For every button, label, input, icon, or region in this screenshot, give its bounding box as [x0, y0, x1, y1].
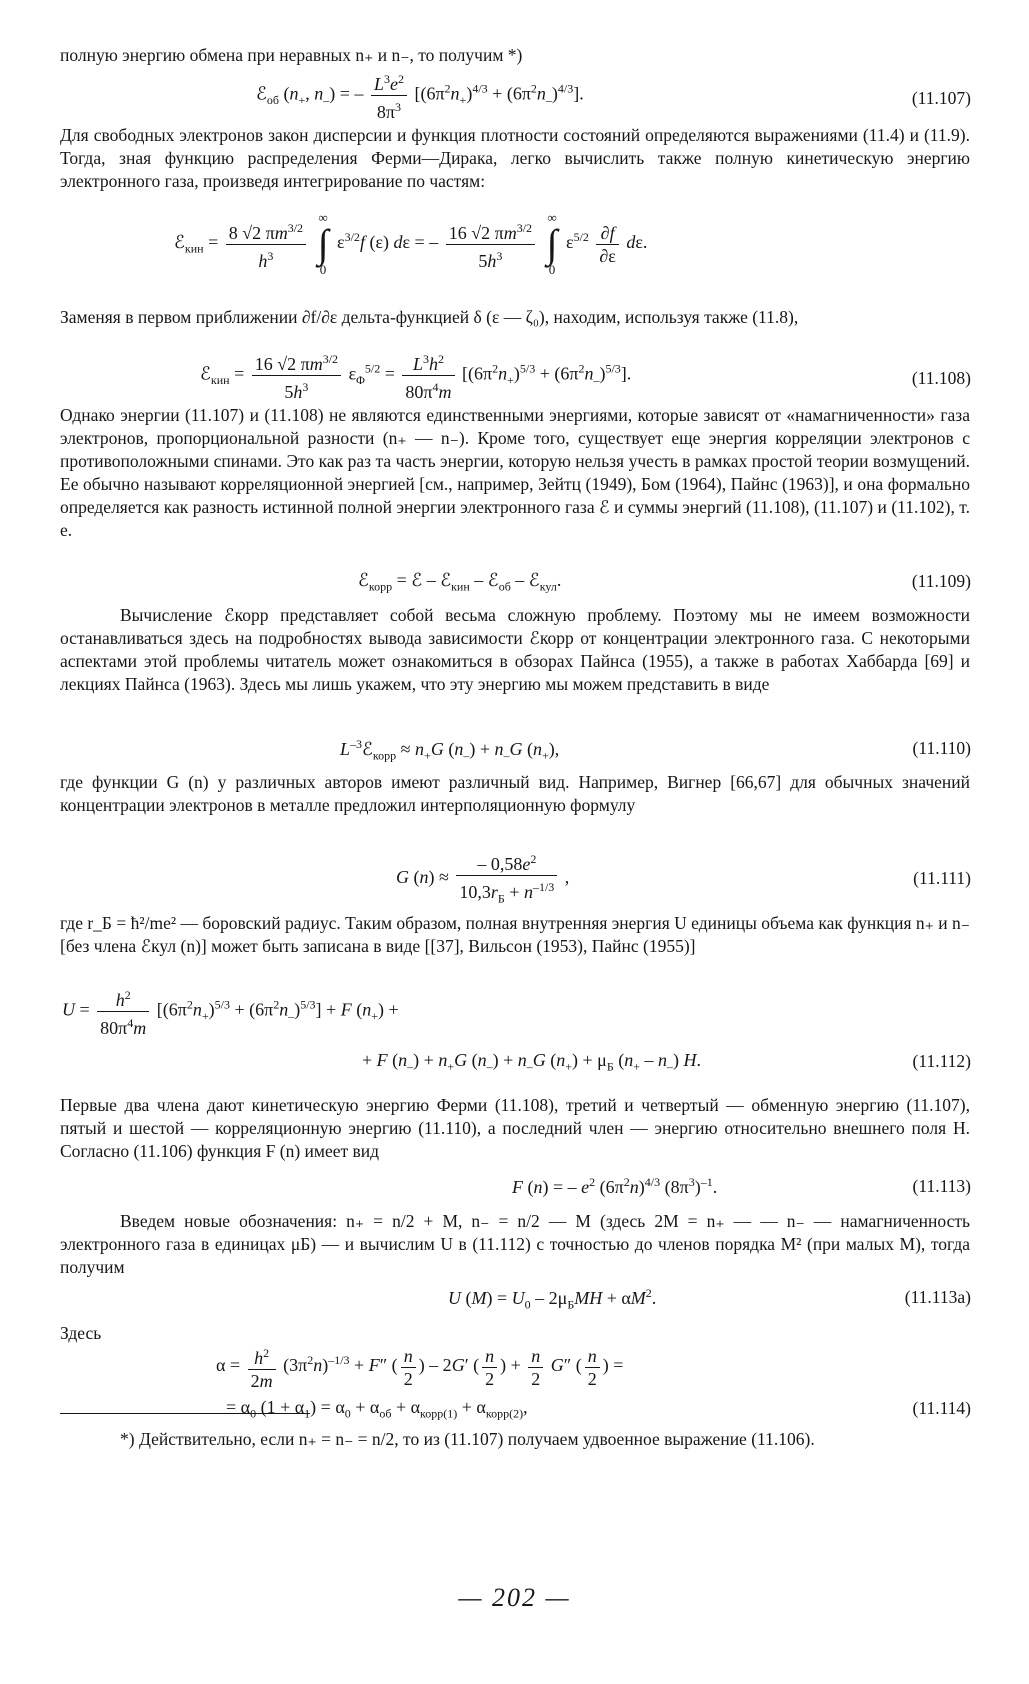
footnote: *) Действительно, если n₊ = n₋ = n/2, то из (11.107) получаем удвоенное выражение (11.106). — [120, 1429, 815, 1449]
equation-number: (11.113а) — [904, 1287, 971, 1307]
equation-correlation-approx: $L^{-3}ℰ_{корр} \approx n_+G$ $(n_-) + n_-G$ $(n_+)$, — [340, 737, 560, 763]
paragraph-bohr-radius: где r_Б = ħ²/me² — боровский радиус. Таким образом, полная внутренняя энергия U единицы объема как функция n₊ и n₋ [без члена ℰкул (n)] может быть записана в виде [[37], Вильсон (1953), Пайнс (1955)] — [60, 913, 970, 956]
equation-number: (11.114) — [912, 1398, 971, 1418]
equation-internal-energy-line1: U = $\frac{h^2}{80\pi^4m}$ $[(6\pi^2n_+)^{5/3} + (6\pi^2n_-)^{5/3}] + F$ $(n_+)$ + — [62, 984, 399, 1039]
equation-energy-magnetization: U $(M) = U_0 - 2\mu_БMH + \alpha M^2$. — [448, 1286, 657, 1312]
equation-number: (11.111) — [913, 868, 971, 888]
paragraph-terms: Первые два члена дают кинетическую энергию Ферми (11.108), третий и четвертый — обменную энергию (11.107), пятый и шестой — корреляционную энергию (11.110), а последний член — энергию относительно внешнего поля H. Согласно (11.106) функция F (n) имеет вид — [60, 1095, 970, 1161]
paragraph-intro: полную энергию обмена при неравных n₊ и n₋, то получим *) — [60, 45, 523, 65]
paragraph-delta-approx: Заменяя в первом приближении ∂f/∂ε дельта-функцией δ (ε — ζ₀), находим, используя также (11.8), — [60, 307, 799, 327]
paragraph-calculation: Вычисление ℰкорр представляет собой весьма сложную проблему. Поэтому мы не имеем возможности останавливаться здесь на подробностях вывода зависимости ℰкорр от концентрации электронного газа. С некоторыми аспектами этой проблемы читатель может ознакомиться в обзорах Пайнса (1955), а также в работах Хаббарда [69] и лекциях Пайнса (1963). Здесь мы лишь укажем, что эту энергию мы можем представить в виде — [60, 605, 970, 694]
equation-number: (11.107) — [911, 88, 971, 108]
paragraph-correlation: Однако энергии (11.107) и (11.108) не являются единственными энергиями, которые зависят от «намагниченности» газа электронов, пропорциональной разности (n₊ — n₋). Кроме того, существует еще энергия корреляции электронов с противоположными спинами. Это как раз та часть энергии, которую нельзя учесть в рамках простой теории возмущений. Ее обычно называют корреляционной энергией [см., например, Зейтц (1949), Бом (1964), Пайнс (1963)], и она формально определяется как разность истинной полной энергии электронного газа ℰ и суммы энергий (11.108), (11.107) и (11.102), т. е. — [60, 405, 970, 540]
equation-kinetic-integral: ℰ$_{кин}$ = $\frac{8 √2 \pi m^{3/2}}{h^3}$ ∞ ∫ 0 $\varepsilon^{3/2}f$ (ε) dε = – $\frac{16 √2 \pi m^{3/2}}{5h^3}$ ∞ ∫ 0 $\varepsilon^{5/2}$ $\frac{\partial f}{\partial\varepsilon}$ dε. — [174, 210, 648, 277]
paragraph-dispersion: Для свободных электронов закон дисперсии и функция плотности состояний определяются выражениями (11.4) и (11.9). Тогда, зная функцию распределения Ферми—Дирака, легко вычислить также полную кинетическую энергию электронного газа, произведя интегрирование по частям: — [60, 125, 970, 191]
equation-number: (11.110) — [912, 738, 971, 758]
equation-internal-energy-line2: + F $(n_-) + n_+G$ $(n_-) + n_-G$ $(n_+) + \mu_Б$ $(n_+ - n_-)$ H. — [362, 1050, 701, 1074]
equation-kinetic-energy: ℰ$_{кин}$ = $\frac{16 √2 \pi m^{3/2}}{5h^3}$ $\varepsilon_\Phi^{5/2}$ = $\frac{L^3h^2}{80\pi^4m}$ $[(6\pi^2n_+)^{5/3} + (6\pi^2n_-)^{5/3}]$. — [200, 348, 631, 403]
equation-number: (11.113) — [912, 1176, 971, 1196]
equation-number: (11.109) — [911, 571, 971, 591]
footnote-divider — [60, 1413, 310, 1414]
equation-number: (11.112) — [912, 1051, 971, 1071]
page-number: — 202 — — [458, 1583, 571, 1612]
equation-alpha-line2: = $\alpha_0$ $(1 + \alpha_1) = \alpha_0 + \alpha_{об} + \alpha_{корр(1)} + \alpha_{корр(2)}$, — [226, 1397, 528, 1421]
equation-correlation-definition: ℰ$_{корр}$ = ℰ – ℰ$_{кин}$ – ℰ$_{об}$ – ℰ$_{кул}$. — [358, 570, 562, 594]
paragraph-notation: Введем новые обозначения: n₊ = n/2 + M, n₋ = n/2 — M (здесь 2M = n₊ — — n₋ — намагниченность электронного газа в единицах μБ) — и вычислим U в (11.112) с точностью до членов порядка M² (при малых M), тогда получим — [60, 1211, 970, 1277]
equation-function-f: F (n) = – $e^2$ $(6\pi^2n)^{4/3}$ $(8\pi^3)^{-1}$. — [512, 1175, 718, 1197]
equation-exchange-energy: ℰ$_{об}$ ($n_+$, $n_-$) = – $\frac{L^3e^2}{8\pi^3}$ $[(6\pi^2n_+)^{4/3} + (6\pi^2n_-)^{4/3}]$. — [256, 68, 584, 123]
equation-alpha-line1: α = $\frac{h^2}{2m}$ $(3\pi^2n)^{-1/3} + F''$ ( $\frac{n}{2}$ ) – 2G′ ( $\frac{n}{2}$ ) + $\frac{n}{2}$ G″ ( $\frac{n}{2}$ ) = — [216, 1342, 623, 1392]
paragraph-wigner: где функции G (n) у различных авторов имеют различный вид. Например, Вигнер [66,67] для обычных значений концентрации электронов в металле предложил интерполяционную формулу — [60, 772, 970, 815]
equation-number: (11.108) — [911, 368, 971, 388]
paragraph-here: Здесь — [60, 1323, 102, 1343]
equation-wigner-formula: G (n) ≈ – $0,58e^2$ $10,3r_Б + n^{-1/3}$ , — [396, 848, 569, 910]
